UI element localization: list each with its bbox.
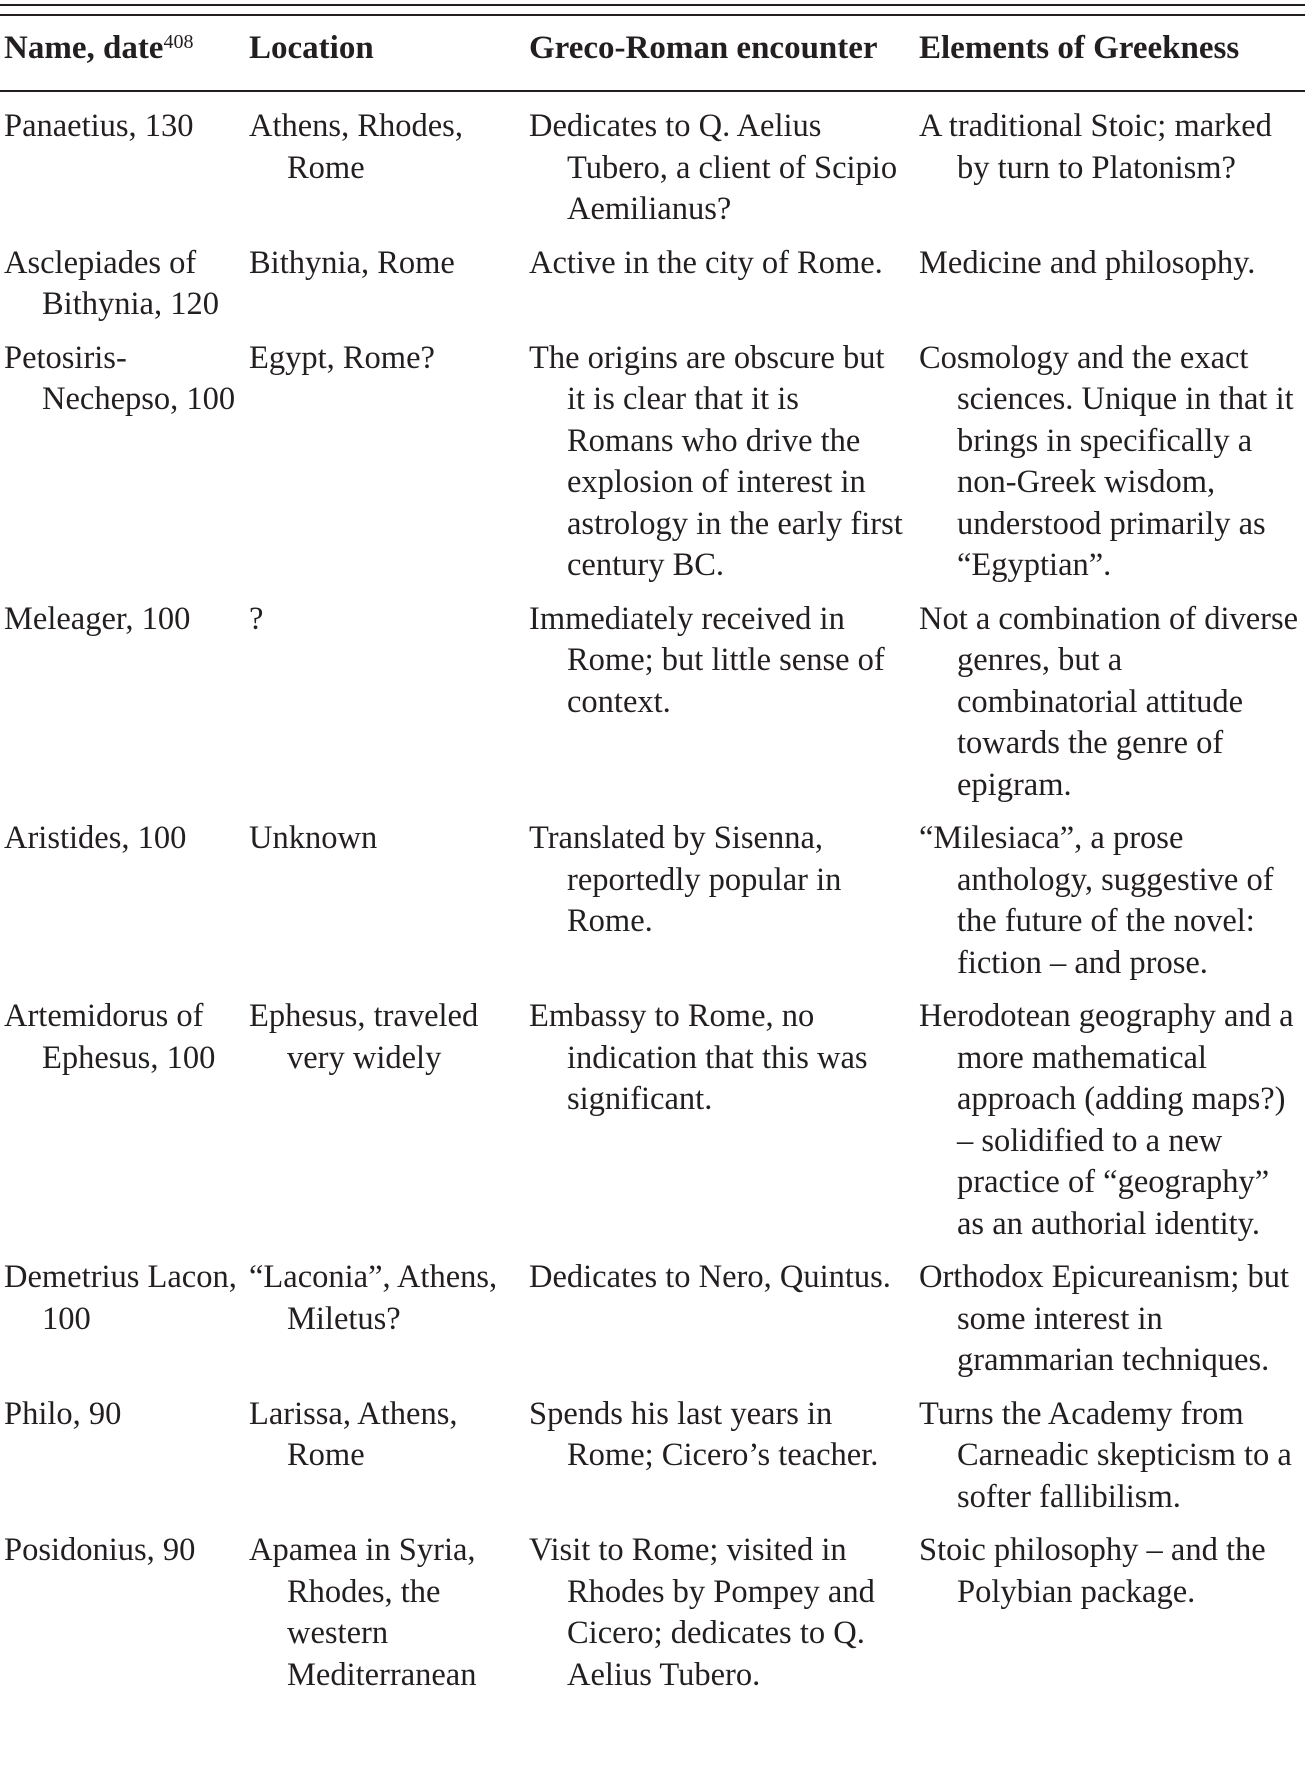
greco-roman-table bbox=[0, 28, 1305, 1708]
footnote-marker: 408 bbox=[163, 31, 194, 53]
cell-name: Asclepiades of Bithynia, 120 bbox=[4, 244, 219, 322]
cell-encounter: Visit to Rome; visited in Rhodes by Pompey and Cicero; dedicates to Q. Aelius Tubero. bbox=[529, 1532, 875, 1693]
cell-greekness: Herodotean geography and a more mathematical approach (adding maps?) – solidified to a new practice of “geography” as an authorial identity. bbox=[919, 998, 1294, 1242]
cell-location: Egypt, Rome? bbox=[249, 339, 435, 376]
cell-location: Ephesus, traveled very widely bbox=[249, 998, 479, 1076]
column-header-name-label: Name, date bbox=[4, 30, 164, 66]
cell-encounter: Immediately received in Rome; but little sense of context. bbox=[529, 600, 885, 720]
table-row bbox=[0, 243, 1305, 338]
cell-location: “Laconia”, Athens, Miletus? bbox=[249, 1259, 498, 1337]
cell-greekness: “Milesiaca”, a prose anthology, suggestive of the future of the novel: fiction – and prose. bbox=[919, 820, 1274, 981]
cell-encounter: Dedicates to Q. Aelius Tubero, a client of Scipio Aemilianus? bbox=[529, 108, 898, 227]
cell-location: Athens, Rhodes, Rome bbox=[249, 108, 463, 186]
cell-name: Panaetius, 130 bbox=[4, 108, 194, 144]
top-rule-inner bbox=[0, 14, 1305, 16]
cell-encounter: Embassy to Rome, no indication that this was significant. bbox=[529, 998, 868, 1117]
table-row bbox=[0, 1394, 1305, 1531]
cell-location: Apamea in Syria, Rhodes, the western Mediterranean bbox=[249, 1532, 477, 1693]
table-row bbox=[0, 599, 1305, 819]
cell-location: Larissa, Athens, Rome bbox=[249, 1395, 458, 1473]
cell-encounter: Dedicates to Nero, Quintus. bbox=[529, 1259, 891, 1295]
cell-location: ? bbox=[249, 600, 264, 637]
cell-name: Meleager, 100 bbox=[4, 600, 191, 637]
cell-name: Artemidorus of Ephesus, 100 bbox=[4, 998, 216, 1076]
column-header-greekness: Elements of Greekness bbox=[919, 30, 1240, 66]
cell-greekness: A traditional Stoic; marked by turn to Platonism? bbox=[919, 108, 1272, 186]
cell-encounter: The origins are obscure but it is clear that it is Romans who drive the explosion of interest in astrology in the early first century BC. bbox=[529, 339, 903, 583]
table-row bbox=[0, 90, 1305, 243]
cell-greekness: Orthodox Epicureanism; but some interest in grammarian techniques. bbox=[919, 1259, 1290, 1378]
cell-greekness: Medicine and philosophy. bbox=[919, 244, 1256, 281]
cell-greekness: Stoic philosophy – and the Polybian package. bbox=[919, 1532, 1266, 1610]
cell-name: Demetrius Lacon, 100 bbox=[4, 1259, 237, 1337]
column-header-location: Location bbox=[249, 30, 374, 66]
table-row bbox=[0, 996, 1305, 1257]
table-row bbox=[0, 1257, 1305, 1394]
cell-encounter: Translated by Sisenna, reportedly popular in Rome. bbox=[529, 820, 842, 939]
cell-location: Bithynia, Rome bbox=[249, 244, 455, 281]
table-row bbox=[0, 1530, 1305, 1708]
cell-name: Petosiris-Nechepso, 100 bbox=[4, 339, 236, 417]
cell-name: Posidonius, 90 bbox=[4, 1532, 196, 1568]
cell-greekness: Cosmology and the exact sciences. Unique in that it brings in specifically a non-Greek wisdom, understood primarily as “Egyptian”. bbox=[919, 339, 1294, 583]
column-header-name bbox=[0, 28, 245, 90]
cell-greekness: Turns the Academy from Carneadic skepticism to a softer fallibilism. bbox=[919, 1395, 1292, 1515]
cell-location: Unknown bbox=[249, 820, 378, 856]
cell-greekness: Not a combination of diverse genres, but a combinatorial attitude towards the genre of epigram. bbox=[919, 600, 1299, 803]
column-header-encounter: Greco-Roman encounter bbox=[529, 30, 878, 66]
table-row bbox=[0, 338, 1305, 599]
cell-name: Aristides, 100 bbox=[4, 820, 187, 856]
table-row bbox=[0, 818, 1305, 996]
top-rule-outer bbox=[0, 4, 1305, 6]
cell-encounter: Active in the city of Rome. bbox=[529, 244, 883, 281]
table-header-row bbox=[0, 28, 1305, 90]
cell-name: Philo, 90 bbox=[4, 1395, 122, 1432]
cell-encounter: Spends his last years in Rome; Cicero’s teacher. bbox=[529, 1395, 879, 1473]
